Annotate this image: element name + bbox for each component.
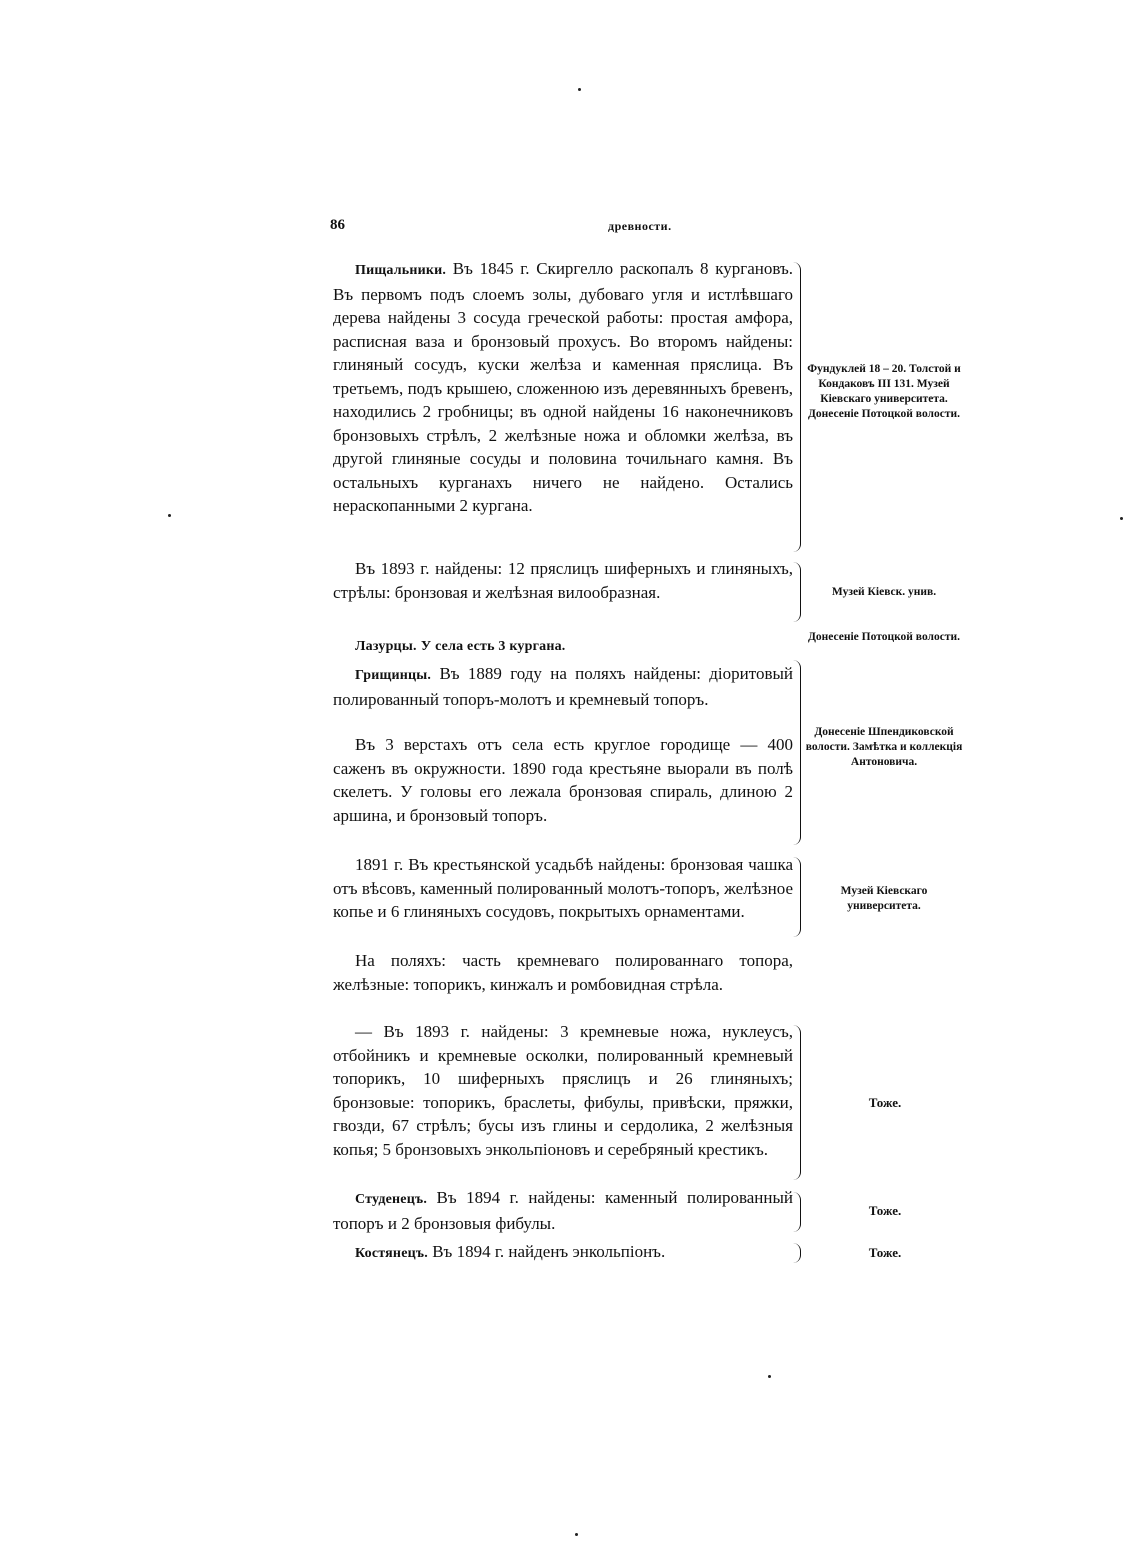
- brace: [790, 857, 801, 937]
- brace: [790, 1192, 801, 1232]
- source-note: Донесеніе Шпендиковской волости. Замѣтка и коллекція Антоновича.: [805, 726, 963, 768]
- brace: [790, 262, 801, 552]
- entry-text: У села есть 3 кургана.: [420, 639, 566, 654]
- entry-kostyanets: [333, 1240, 793, 1266]
- source-note: Музей Кіевск. унив.: [831, 586, 937, 598]
- brace: [790, 1025, 801, 1180]
- entry-paragraph: [333, 1020, 793, 1161]
- brace: [790, 660, 801, 845]
- entry-text: Въ 1889 году на поляхъ найдены: діоритовый полированный топоръ-молотъ и кремневый топоръ.: [333, 664, 794, 709]
- source-note: Тоже.: [868, 1245, 902, 1260]
- entry-text: 1891 г. Въ крестьянской усадьбѣ найдены: бронзовая чашка отъ вѣсовъ, каменный полированный молотъ-топоръ, желѣзное копье и 6 глиняныхъ сосудовъ, покрытыхъ орнаментами.: [333, 855, 793, 921]
- entry-lazurtsy: [333, 633, 793, 659]
- entry-grishchintsy: [333, 662, 793, 711]
- entry-paragraph: [333, 853, 793, 924]
- running-head: древности.: [608, 219, 672, 233]
- entry-paragraph: [333, 733, 793, 827]
- entry-text: Въ 1894 г. найденъ энкольпіонъ.: [432, 1242, 666, 1261]
- brace: [790, 1243, 801, 1263]
- entry-paragraph: [333, 557, 793, 604]
- entry-text: — Въ 1893 г. найдены: 3 кремневые ножа, нуклеусъ, отбойникъ и кремневые осколки, полированный кремневый топорикъ, 10 шиферныхъ пряслицъ и 26 глиняныхъ; бронзовые: топорикъ, браслеты, фибулы, привѣски, пряжки, гвозди, 67 стрѣлъ; бусы изъ глины и сердолика, 2 желѣзныя копья; 5 бронзовыхъ энкольпіоновъ и серебряный крестикъ.: [333, 1022, 793, 1159]
- place-name: Грищинцы.: [355, 668, 432, 683]
- source-note: Донесеніе Потоцкой волости.: [807, 631, 960, 643]
- scan-speck: [578, 88, 581, 91]
- scan-speck: [575, 1533, 578, 1536]
- entry-text: Въ 3 верстахъ отъ села есть круглое городище — 400 саженъ въ окружности. 1890 года крестьяне выорали въ полѣ скелетъ. У головы его лежала бронзовая спираль, длиною 2 аршина, и бронзовый топоръ.: [333, 735, 793, 825]
- page-number: 86: [330, 217, 345, 233]
- entry-studenets: [333, 1186, 793, 1235]
- entry-text: Въ 1894 г. найдены: каменный полированный топоръ и 2 бронзовыя фибулы.: [333, 1188, 794, 1233]
- scan-speck: [1120, 517, 1123, 520]
- entry-text: Въ 1845 г. Скиргелло раскопалъ 8 кургановъ. Въ первомъ подъ слоемъ золы, дубоваго угля и истлѣвшаго дерева найдены 3 сосуда греческой работы: простая амфора, расписная ваза и бронзовый прохусъ. Во второмъ найдены: глиняный сосудъ, куски желѣза и каменная пряслица. Въ третьемъ, подъ крышею, сложенною изъ деревянныхъ бревенъ, находились 2 гробницы; въ одной найдены 16 наконечниковъ бронзовыхъ стрѣлъ, 2 желѣзные ножа и обломки желѣза, въ другой глиняные сосуды и половина точильнаго камня. Въ остальныхъ курганахъ ничего не найдено. Остались нераскопанными 2 кургана.: [333, 259, 793, 515]
- entry-text: Въ 1893 г. найдены: 12 пряслицъ шиферныхъ и глиняныхъ, стрѣлы: бронзовая и желѣзная вилообразная.: [333, 559, 793, 602]
- scan-speck: [768, 1375, 771, 1378]
- source-note: Тоже.: [868, 1203, 902, 1218]
- place-name: Костянецъ.: [355, 1246, 428, 1261]
- place-name: Пищальники.: [355, 263, 447, 278]
- scan-speck: [168, 514, 171, 517]
- brace: [790, 562, 801, 622]
- source-note: Фундуклей 18 – 20. Толстой и Кондаковъ III 131. Музей Кіевскаго университета. Донесеніе Потоцкой волости.: [807, 363, 961, 420]
- source-note: Музей Кіевскаго университета.: [840, 885, 928, 912]
- place-name: Лазурцы.: [355, 639, 417, 654]
- place-name: Студенецъ.: [355, 1192, 428, 1207]
- entry-text: На поляхъ: часть кремневаго полированнаго топора, желѣзные: топорикъ, кинжалъ и ромбовидная стрѣла.: [333, 951, 793, 994]
- source-note: Тоже.: [868, 1095, 902, 1110]
- entry-pishchalniki: [333, 257, 793, 518]
- entry-paragraph: [333, 949, 793, 996]
